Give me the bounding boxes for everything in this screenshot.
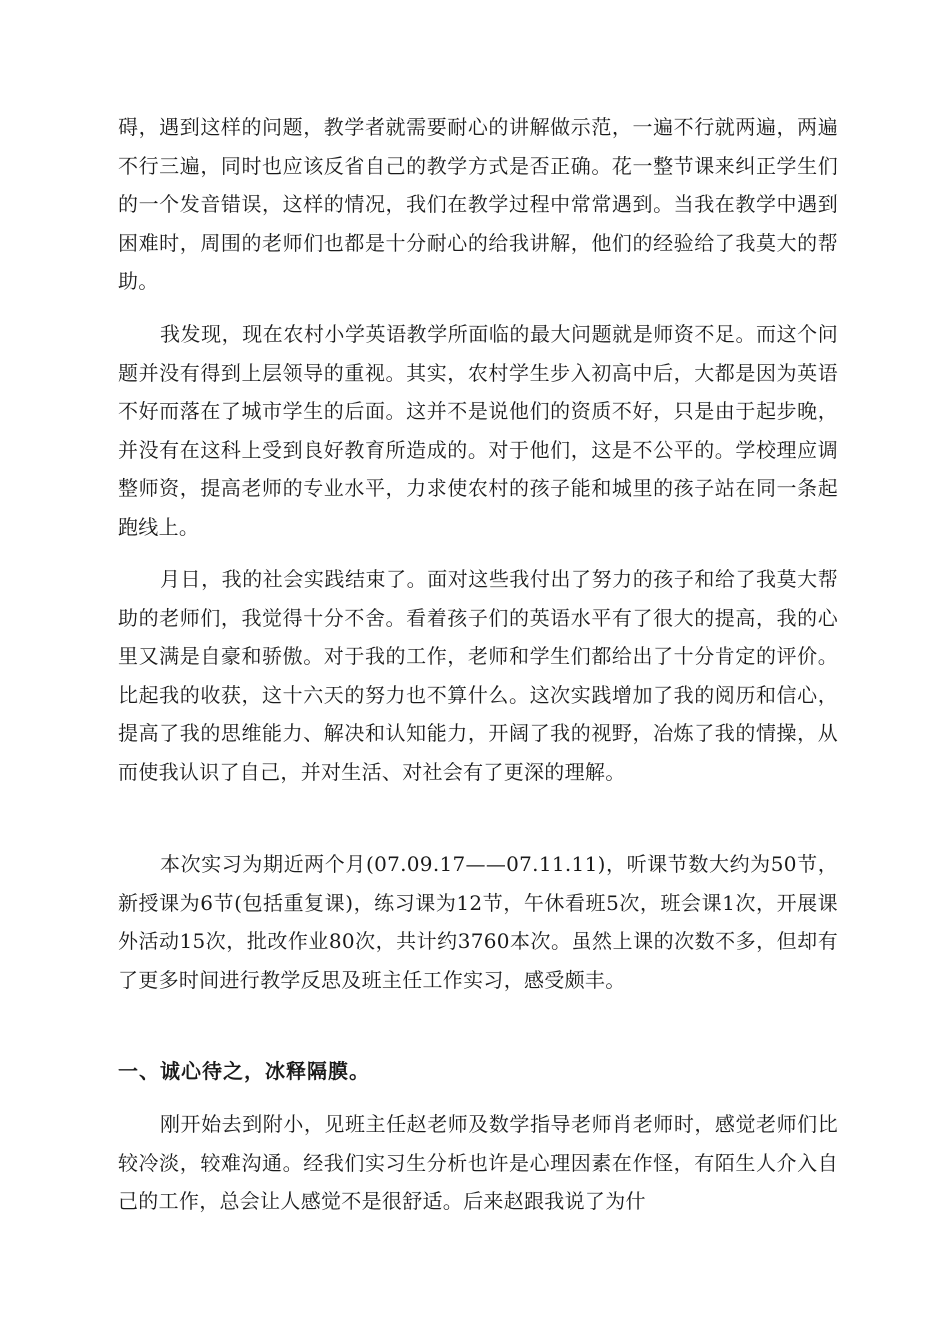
section-heading: 一、诚心待之，冰释隔膜。 — [118, 1059, 370, 1083]
paragraph-practice-end: 月日，我的社会实践结束了。面对这些我付出了努力的孩子和给了我莫大帮助的老师们，我觉得十分不舍。看着孩子们的英语水平有了很大的提高，我的心里又满是自豪和骄傲。对于我的工作，老师和学生们都给出了十分肯定的评价。比起我的收获，这十六天的努力也不算什么。这次实践增加了我的阅历和信心，提高了我的思维能力、解决和认知能力，开阔了我的视野，冶炼了我的情操，从而使我认识了自己，并对生活、对社会有了更深的理解。 — [118, 567, 838, 784]
paragraph-continuation: 碍，遇到这样的问题，教学者就需要耐心的讲解做示范，一遍不行就两遍，两遍不行三遍，同时也应该反省自己的教学方式是否正确。花一整节课来纠正学生们的一个发音错误，这样的情况，我们在教学过程中常常遇到。当我在教学中遇到困难时，周围的老师们也都是十分耐心的给我讲解，他们的经验给了我莫大的帮助。 — [118, 115, 838, 293]
paragraph-first-contact: 刚开始去到附小，见班主任赵老师及数学指导老师肖老师时，感觉老师们比较冷淡，较难沟通。经我们实习生分析也许是心理因素在作怪，有陌生人介入自己的工作，总会让人感觉不是很舒适。后来赵跟我说了为什 — [118, 1112, 838, 1213]
paragraph-teacher-shortage: 我发现，现在农村小学英语教学所面临的最大问题就是师资不足。而这个问题并没有得到上层领导的重视。其实，农村学生步入初高中后，大都是因为英语不好而落在了城市学生的后面。这并不是说他们的资质不好，只是由于起步晚，并没有在这科上受到良好教育所造成的。对于他们，这是不公平的。学校理应调整师资，提高老师的专业水平，力求使农村的孩子能和城里的孩子站在同一条起跑线上。 — [118, 322, 838, 539]
paragraph-internship-summary: 本次实习为期近两个月(07.09.17——07.11.11)，听课节数大约为50节，新授课为6节(包括重复课)，练习课为12节，午休看班5次，班会课1次，开展课外活动15次，批改作业80次，共计约3760本次。虽然上课的次数不多，但却有了更多时间进行教学反思及班主任工作实习，感受颇丰。 — [118, 852, 838, 992]
